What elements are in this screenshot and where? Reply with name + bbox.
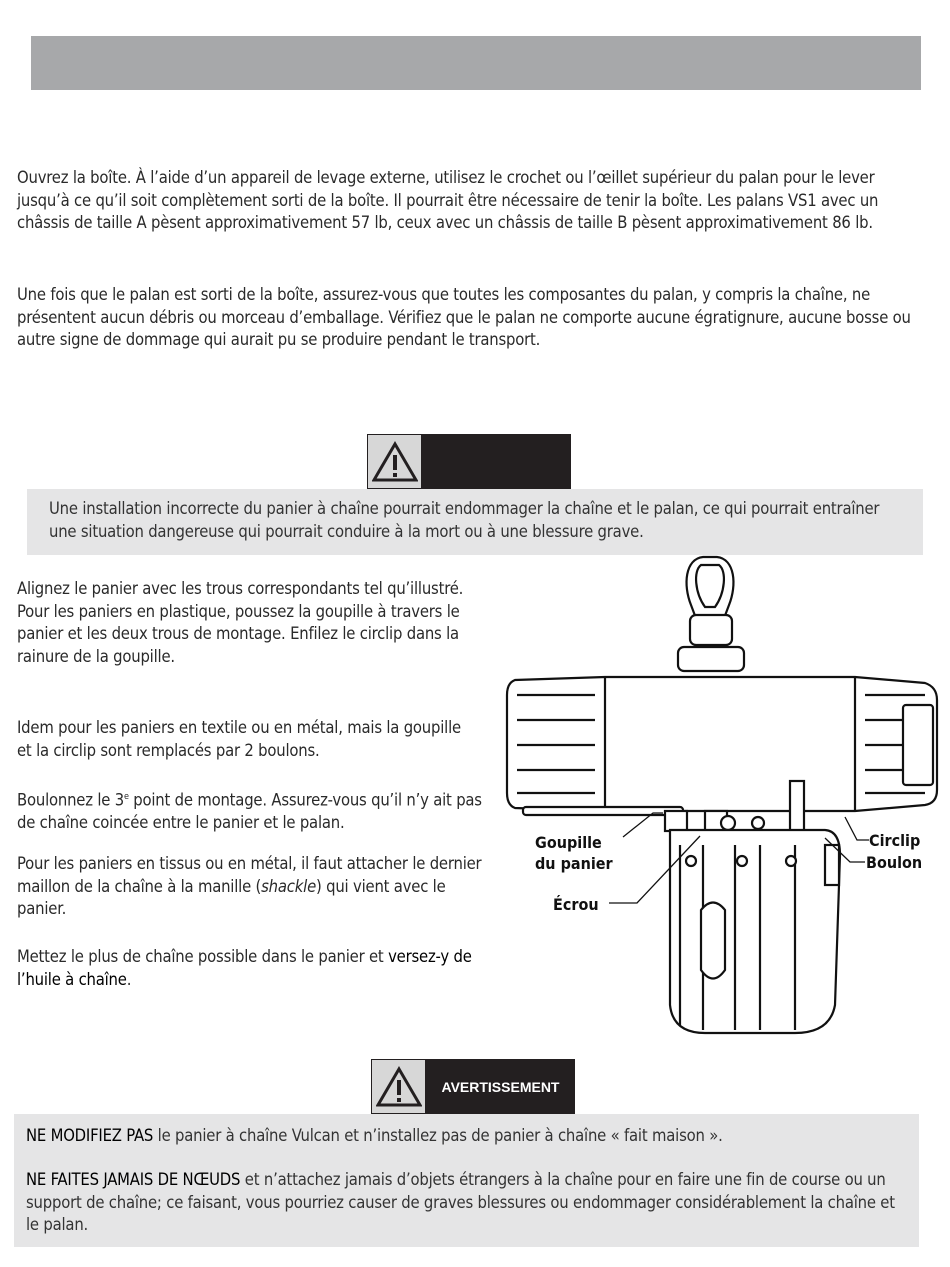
step-shackle xyxy=(17,853,492,921)
label-boulon: Boulon xyxy=(866,853,923,872)
step-third-mount-text-a: Boulonnez le 3 xyxy=(17,790,124,810)
leader-circlip xyxy=(845,817,869,840)
step-shackle-text-a: Pour les paniers en tissus ou en métal, il faut attacher le dernier maillon de la chaîne à la manille ( xyxy=(17,854,482,896)
label-goupille-line1: Goupille xyxy=(535,833,602,852)
caution-text: Une installation incorrecte du panier à chaîne pourrait endommager la chaîne et le palan, ce qui pourrait entraîner une situation dangereuse qui pourrait conduire à la mort ou à une blessure grave. xyxy=(49,499,880,541)
step-textile-metal: Idem pour les paniers en textile ou en métal, mais la goupille et la circlip sont remplacés par 2 boulons. xyxy=(17,718,461,760)
warning-line-1-rest: le panier à chaîne Vulcan et n’installez pas de panier à chaîne « fait maison ». xyxy=(153,1126,723,1145)
pin-rod xyxy=(523,807,683,815)
step-oil-chain-text-a: Mettez le plus de chaîne possible dans le panier et xyxy=(17,947,389,966)
warning-triangle-icon xyxy=(367,434,422,489)
superscript-e: e xyxy=(123,792,129,802)
leader-goupille xyxy=(623,813,663,837)
step-align-basket: Alignez le panier avec les trous correspondants tel qu’illustré. Pour les paniers en plastique, poussez la goupille à travers le panier et les deux trous de montage. Enfilez le circlip dans la rainure de la goupille. xyxy=(17,579,464,666)
step-oil-chain-emphasis: versez-y de l’huile à chaîne xyxy=(17,947,472,989)
warning-line-2-rest: et n’attachez jamais d’objets étrangers à la chaîne pour en faire une fin de course ou un support de chaîne; ce faisant, vous pourriez causer de graves blessures ou endommager considérablement la chaîne et le palan. xyxy=(26,1170,895,1234)
caution-box xyxy=(27,489,923,555)
caution-label xyxy=(422,434,571,489)
step-oil-chain xyxy=(17,946,492,991)
step-oil-chain-text-c: . xyxy=(126,969,132,989)
warning-header xyxy=(371,1059,575,1114)
intro-paragraph-2: Une fois que le palan est sorti de la boîte, assurez-vous que toutes les composantes du palan, y compris la chaîne, ne présentent aucun débris ou morceau d’emballage. Vérifiez que le palan ne comporte aucune égratignure, aucune bosse ou autre signe de dommage qui aurait pu se produire pendant le transport. xyxy=(17,285,911,349)
warning-label: AVERTISSEMENT xyxy=(426,1059,575,1114)
step-shackle-italic: shackle xyxy=(261,876,317,896)
warning-triangle-icon xyxy=(371,1059,426,1114)
warning-line-1 xyxy=(26,1125,906,1148)
warning-line-2-strong: NE FAITES JAMAIS DE NŒUDS xyxy=(26,1170,241,1189)
label-circlip: Circlip xyxy=(869,831,921,850)
warning-line-1-strong: NE MODIFIEZ PAS xyxy=(26,1126,154,1145)
caution-header xyxy=(367,434,571,489)
label-goupille-line2: du panier xyxy=(535,854,613,873)
warning-line-2 xyxy=(26,1169,911,1237)
hoist-basket-diagram xyxy=(495,555,940,1035)
step-third-mount-text-b: point de montage. Assurez-vous qu’il n’y ait pas de chaîne coincée entre le panier et le palan. xyxy=(17,790,482,832)
step-third-mount xyxy=(17,786,497,835)
intro-paragraph-1: Ouvrez la boîte. À l’aide d’un appareil de levage externe, utilisez le crochet ou l’œillet supérieur du palan pour le lever jusqu’à ce qu’il soit complètement sorti de la boîte. Il pourrait être nécessaire de tenir la boîte. Les palans VS1 avec un châssis de taille A pèsent approximativement 57 lb, ceux avec un châssis de taille B pèsent approximativement 86 lb. xyxy=(17,168,879,232)
section-header-bar xyxy=(31,36,921,90)
label-ecrou: Écrou xyxy=(553,895,599,914)
warning-box xyxy=(14,1114,919,1247)
step-shackle-text-b: ) qui vient avec le panier. xyxy=(17,876,446,918)
